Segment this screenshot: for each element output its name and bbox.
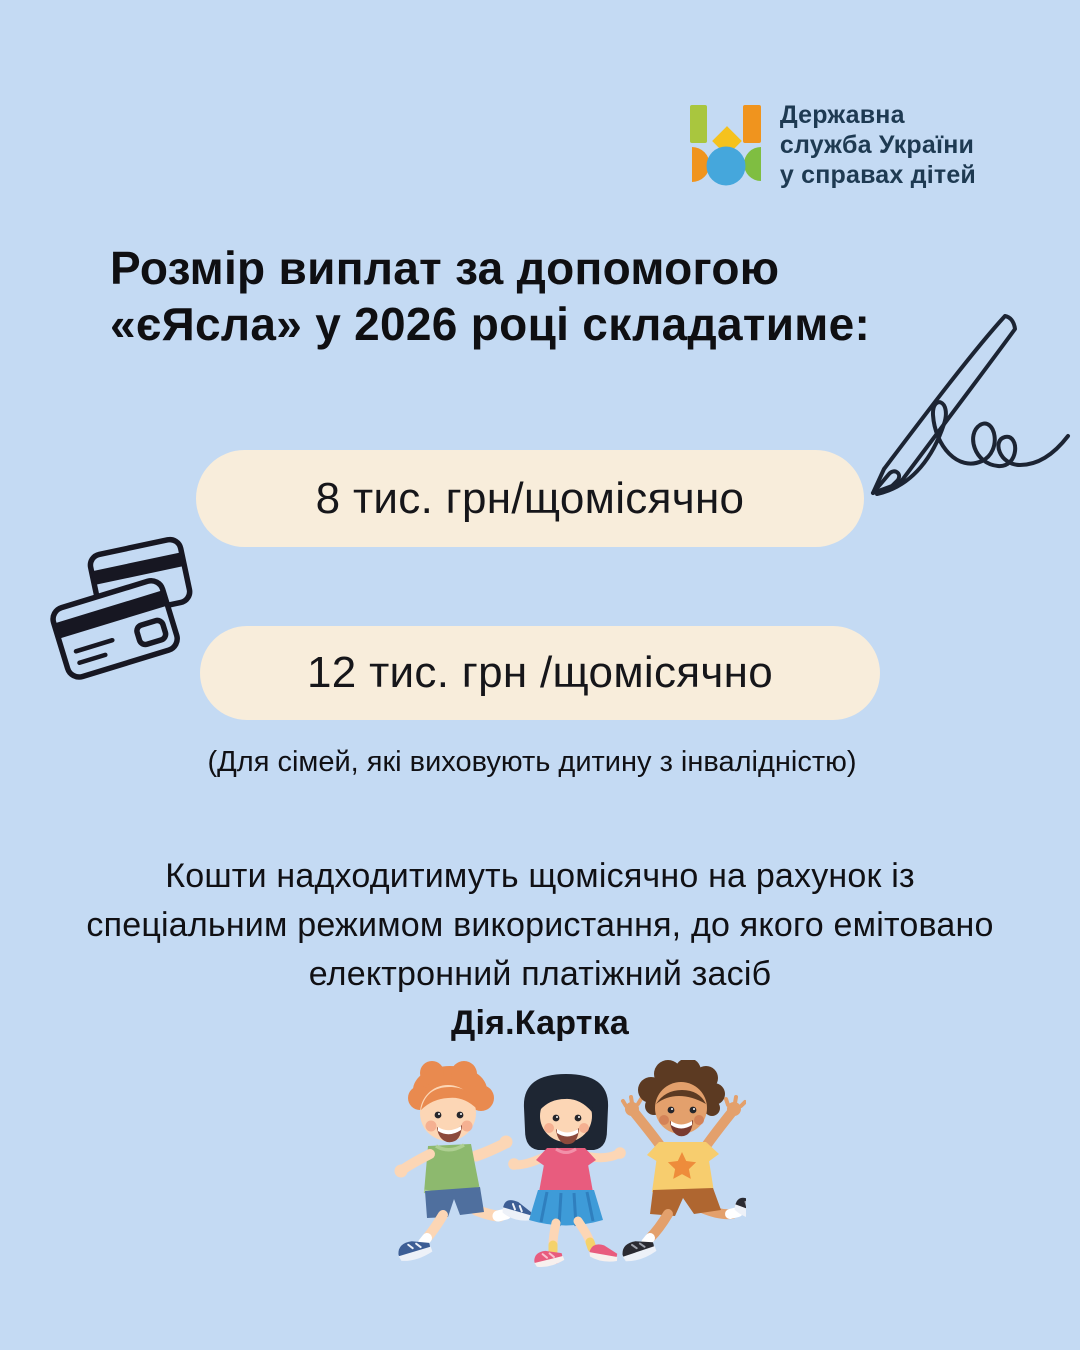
org-name-line: Державна — [779, 101, 905, 129]
payment-amount-pill — [196, 450, 864, 547]
payment-amount: 8 тис. грн/щомісячно — [315, 473, 745, 523]
org-name — [780, 100, 976, 190]
org-name-line: служба України — [779, 131, 975, 159]
description-text — [60, 852, 1020, 1048]
payments-note: (Для сімей, які виховують дитину з інвалідністю) — [207, 746, 857, 778]
children-service-logo-icon — [686, 100, 766, 190]
description-body: Кошти надходитимуть щомісячно на рахунок із спеціальним режимом використання, до якого емітовано електронний платіжний засіб — [86, 857, 994, 993]
children-running-illustration — [394, 1060, 746, 1268]
boy-yellow-shirt — [621, 1060, 746, 1262]
payment-amount-pill — [200, 626, 880, 720]
page-title-line: Розмір виплат за допомогою — [110, 242, 780, 294]
org-logo — [686, 100, 976, 190]
pen-signature-icon — [852, 302, 1080, 512]
page-title-line: «єЯсла» у 2026 році складатиме: — [110, 298, 871, 350]
girl-pink-shirt — [508, 1074, 626, 1268]
payment-amount: 12 тис. грн /щомісячно — [307, 648, 773, 697]
credit-card-icon — [48, 534, 196, 686]
diia-card-label: Дія.Картка — [451, 1004, 629, 1042]
org-name-line: у справах дітей — [779, 161, 976, 189]
